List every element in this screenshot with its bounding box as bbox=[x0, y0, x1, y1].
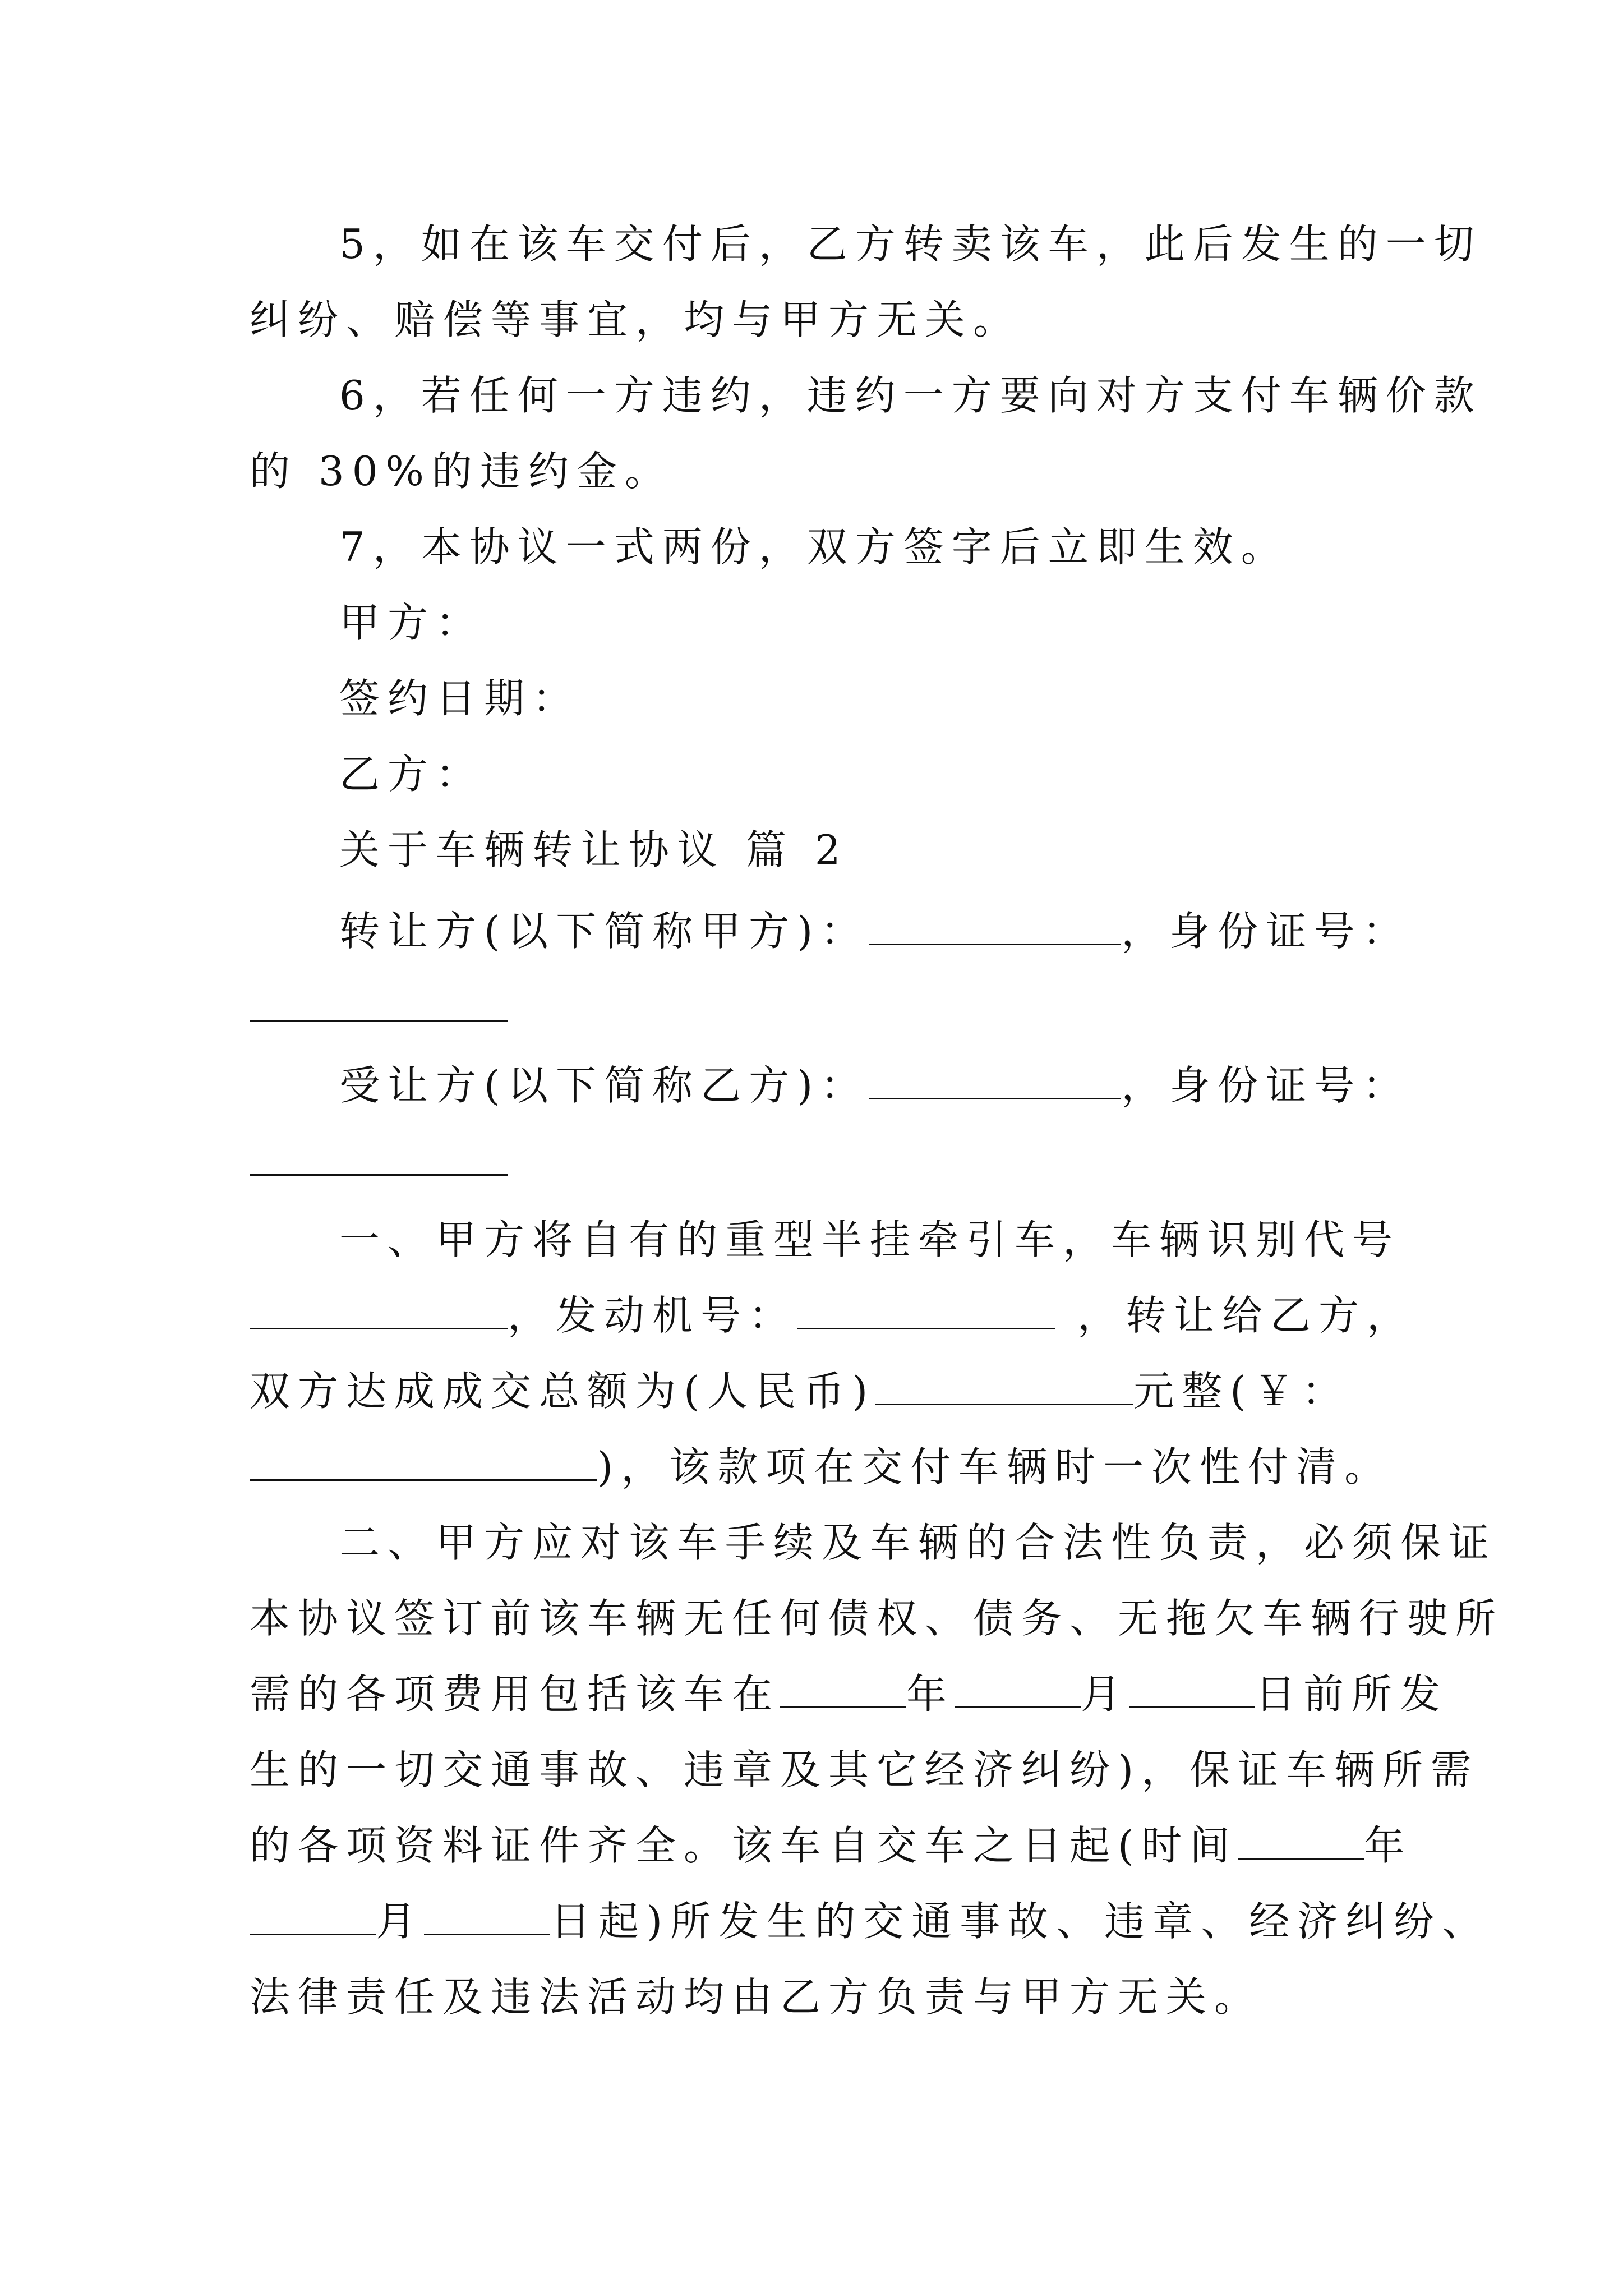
party-b-signature-label: 乙方： bbox=[339, 751, 485, 798]
transferee-line bbox=[339, 1057, 1481, 1114]
transferor-id-blank[interactable] bbox=[250, 1020, 508, 1022]
clause-2-line-2: 本协议签订前该车辆无任何债权、债务、无拖欠车辆行驶所 bbox=[250, 1595, 1504, 1642]
transferor-id-label: ，身份证号： bbox=[1121, 908, 1411, 955]
clause-2-line-5 bbox=[250, 1818, 1413, 1874]
year-label-2: 年 bbox=[1364, 1822, 1413, 1869]
year-blank-2[interactable] bbox=[1238, 1824, 1364, 1860]
transferor-label: 转让方(以下简称甲方)： bbox=[339, 908, 869, 955]
engine-number-blank[interactable] bbox=[797, 1294, 1055, 1329]
clause-1-line-1: 一、甲方将自有的重型半挂牵引车，车辆识别代号 bbox=[339, 1216, 1401, 1263]
clause-7: 7，本协议一式两份，双方签字后立即生效。 bbox=[339, 523, 1289, 570]
documents-text: 的各项资料证件齐全。该车自交车之日起(时间 bbox=[250, 1822, 1238, 1869]
day-blank-2[interactable] bbox=[424, 1900, 550, 1935]
signing-date-label: 签约日期： bbox=[339, 675, 581, 722]
party-a-signature-label: 甲方： bbox=[339, 599, 485, 646]
transferee-id-label: ，身份证号： bbox=[1121, 1062, 1411, 1109]
transferee-label: 受让方(以下简称乙方)： bbox=[339, 1062, 869, 1109]
month-label-2: 月 bbox=[376, 1898, 425, 1945]
clause-6-line-2: 的 30%的违约金。 bbox=[250, 448, 673, 495]
clause-6-line-1: 6，若任何一方违约，违约一方要向对方支付车辆价款 bbox=[339, 372, 1482, 419]
clause-2-line-6 bbox=[250, 1893, 1491, 1949]
clause-5-line-2: 纠纷、赔偿等事宜，均与甲方无关。 bbox=[250, 296, 1022, 343]
yuan-text: 元整(￥： bbox=[1133, 1368, 1350, 1415]
clause-2-line-3 bbox=[250, 1666, 1449, 1722]
clause-1-line-3 bbox=[250, 1363, 1391, 1419]
fees-text: 需的各项费用包括该车在 bbox=[250, 1671, 781, 1718]
section-heading: 关于车辆转让协议 篇 2 bbox=[339, 826, 849, 873]
year-label-1: 年 bbox=[906, 1671, 955, 1718]
transferee-id-blank[interactable] bbox=[250, 1174, 508, 1176]
clause-2-line-7: 法律责任及违法活动均由乙方负责与甲方无关。 bbox=[250, 1973, 1263, 2021]
transferor-name-blank[interactable] bbox=[869, 910, 1121, 945]
clause-1-line-2 bbox=[250, 1287, 1415, 1343]
before-date-text: 日前所发 bbox=[1255, 1671, 1449, 1718]
clause-2-line-1: 二、甲方应对该车手续及车辆的合法性负责，必须保证 bbox=[339, 1519, 1497, 1566]
liability-text: 日起)所发生的交通事故、违章、经济纠纷、 bbox=[550, 1898, 1491, 1945]
engine-number-label: ，发动机号： bbox=[508, 1292, 797, 1339]
month-label-1: 月 bbox=[1081, 1671, 1129, 1718]
total-amount-label: 双方达成成交总额为(人民币) bbox=[250, 1368, 876, 1415]
clause-2-line-4: 生的一切交通事故、违章及其它经济纠纷)，保证车辆所需 bbox=[250, 1746, 1479, 1793]
clause-1-line-4 bbox=[250, 1439, 1391, 1495]
vin-blank[interactable] bbox=[250, 1294, 508, 1329]
month-blank-2[interactable] bbox=[250, 1900, 376, 1935]
transferor-line bbox=[339, 903, 1481, 959]
day-blank-1[interactable] bbox=[1129, 1673, 1255, 1708]
amount-words-blank[interactable] bbox=[875, 1370, 1133, 1405]
clause-5-line-1: 5，如在该车交付后，乙方转卖该车，此后发生的一切 bbox=[339, 220, 1482, 268]
payment-terms-text: )，该款项在交付车辆时一次性付清。 bbox=[597, 1443, 1393, 1490]
transferee-name-blank[interactable] bbox=[869, 1064, 1121, 1099]
transfer-to-b-text: ，转让给乙方， bbox=[1077, 1292, 1415, 1339]
amount-figure-blank[interactable] bbox=[250, 1446, 597, 1481]
month-blank-1[interactable] bbox=[955, 1673, 1081, 1708]
year-blank-1[interactable] bbox=[780, 1673, 906, 1708]
